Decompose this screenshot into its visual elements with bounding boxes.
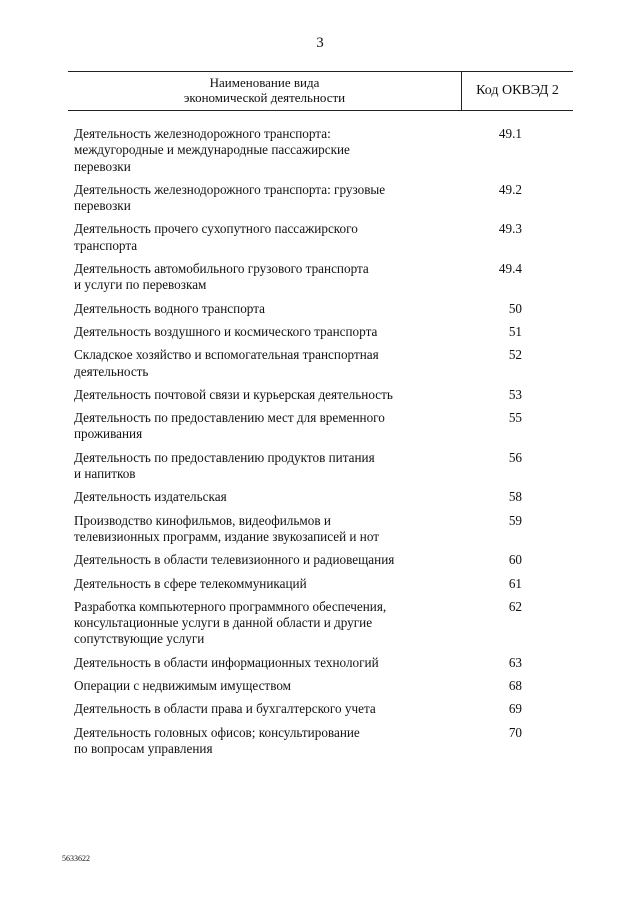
okved-code: 50 [508,300,522,316]
activity-name: Деятельность автомобильного грузового транспорта и услуги по перевозкам [74,261,369,293]
activity-name: Деятельность водного транспорта [74,300,266,316]
okved-code: 52 [508,347,522,363]
activity-name: Деятельность прочего сухопутного пассажирского транспорта [74,221,358,253]
okved-code: 63 [508,654,522,670]
table-row [74,489,534,505]
activity-name: Деятельность железнодорожного транспорта: грузовые перевозки [74,181,386,214]
table-row [74,725,534,758]
table-row [74,261,534,294]
header-okved-code: Код ОКВЭД 2 [476,83,559,98]
activity-name: Деятельность в сфере телекоммуникаций [74,575,307,591]
activity-name: Деятельность головных офисов; консультирование по вопросам управления [74,724,360,756]
activity-table [74,126,534,764]
table-row [74,599,534,648]
activity-name: Складское хозяйство и вспомогательная транспортная деятельность [74,347,379,379]
header-name-line1: Наименование вида [209,75,320,90]
activity-name: Деятельность издательская [74,489,227,505]
table-row [74,410,534,443]
activity-name: Деятельность почтовой связи и курьерская деятельность [74,386,393,402]
okved-code: 58 [508,489,522,505]
okved-code: 55 [508,410,522,426]
okved-code: 69 [508,701,522,717]
activity-name: Производство кинофильмов, видеофильмов и телевизионных программ, издание звукозаписей и нот [74,512,380,544]
okved-code: 70 [508,724,522,740]
table-row [74,552,534,568]
okved-code: 51 [508,323,522,339]
page-number: 3 [316,35,324,51]
table-row [74,450,534,483]
header-activity-name [68,75,461,105]
table-row [74,324,534,340]
header-name-line2: экономической деятельности [183,90,346,105]
activity-name: Деятельность воздушного и космического транспорта [74,323,378,339]
table-row [74,347,534,380]
activity-name: Деятельность в области права и бухгалтерского учета [74,701,376,717]
activity-name: Деятельность по предоставлению мест для временного проживания [74,410,385,442]
table-row [74,221,534,254]
okved-code: 49.1 [498,126,522,141]
table-row [74,513,534,546]
okved-code: 53 [508,386,522,402]
table-row [74,678,534,694]
activity-name: Деятельность в области телевизионного и радиовещания [74,552,395,568]
table-row [74,182,534,215]
table-row [74,576,534,592]
activity-name: Деятельность в области информационных технологий [74,654,379,670]
activity-name: Операции с недвижимым имуществом [74,678,292,694]
okved-code: 68 [508,678,522,694]
okved-code: 49.4 [498,261,522,277]
okved-code: 49.3 [498,221,522,237]
document-code: 5633622 [62,854,90,863]
table-row [74,701,534,717]
table-row [74,655,534,671]
activity-name: Деятельность железнодорожного транспорта: междугородные и международные пассажирские перевозки [74,126,350,174]
okved-code: 60 [508,552,522,568]
okved-code: 59 [508,512,522,528]
okved-code: 49.2 [498,181,522,197]
table-row [74,387,534,403]
activity-name: Разработка компьютерного программного обеспечения, консультационные услуги в данной области и другие сопутствующие услуги [74,598,387,647]
table-row [74,301,534,317]
okved-code: 56 [508,449,522,465]
table-row [74,126,534,175]
okved-code: 61 [508,575,522,591]
activity-name: Деятельность по предоставлению продуктов питания и напитков [74,449,375,482]
okved-code: 62 [508,598,522,614]
table-header [68,71,573,111]
